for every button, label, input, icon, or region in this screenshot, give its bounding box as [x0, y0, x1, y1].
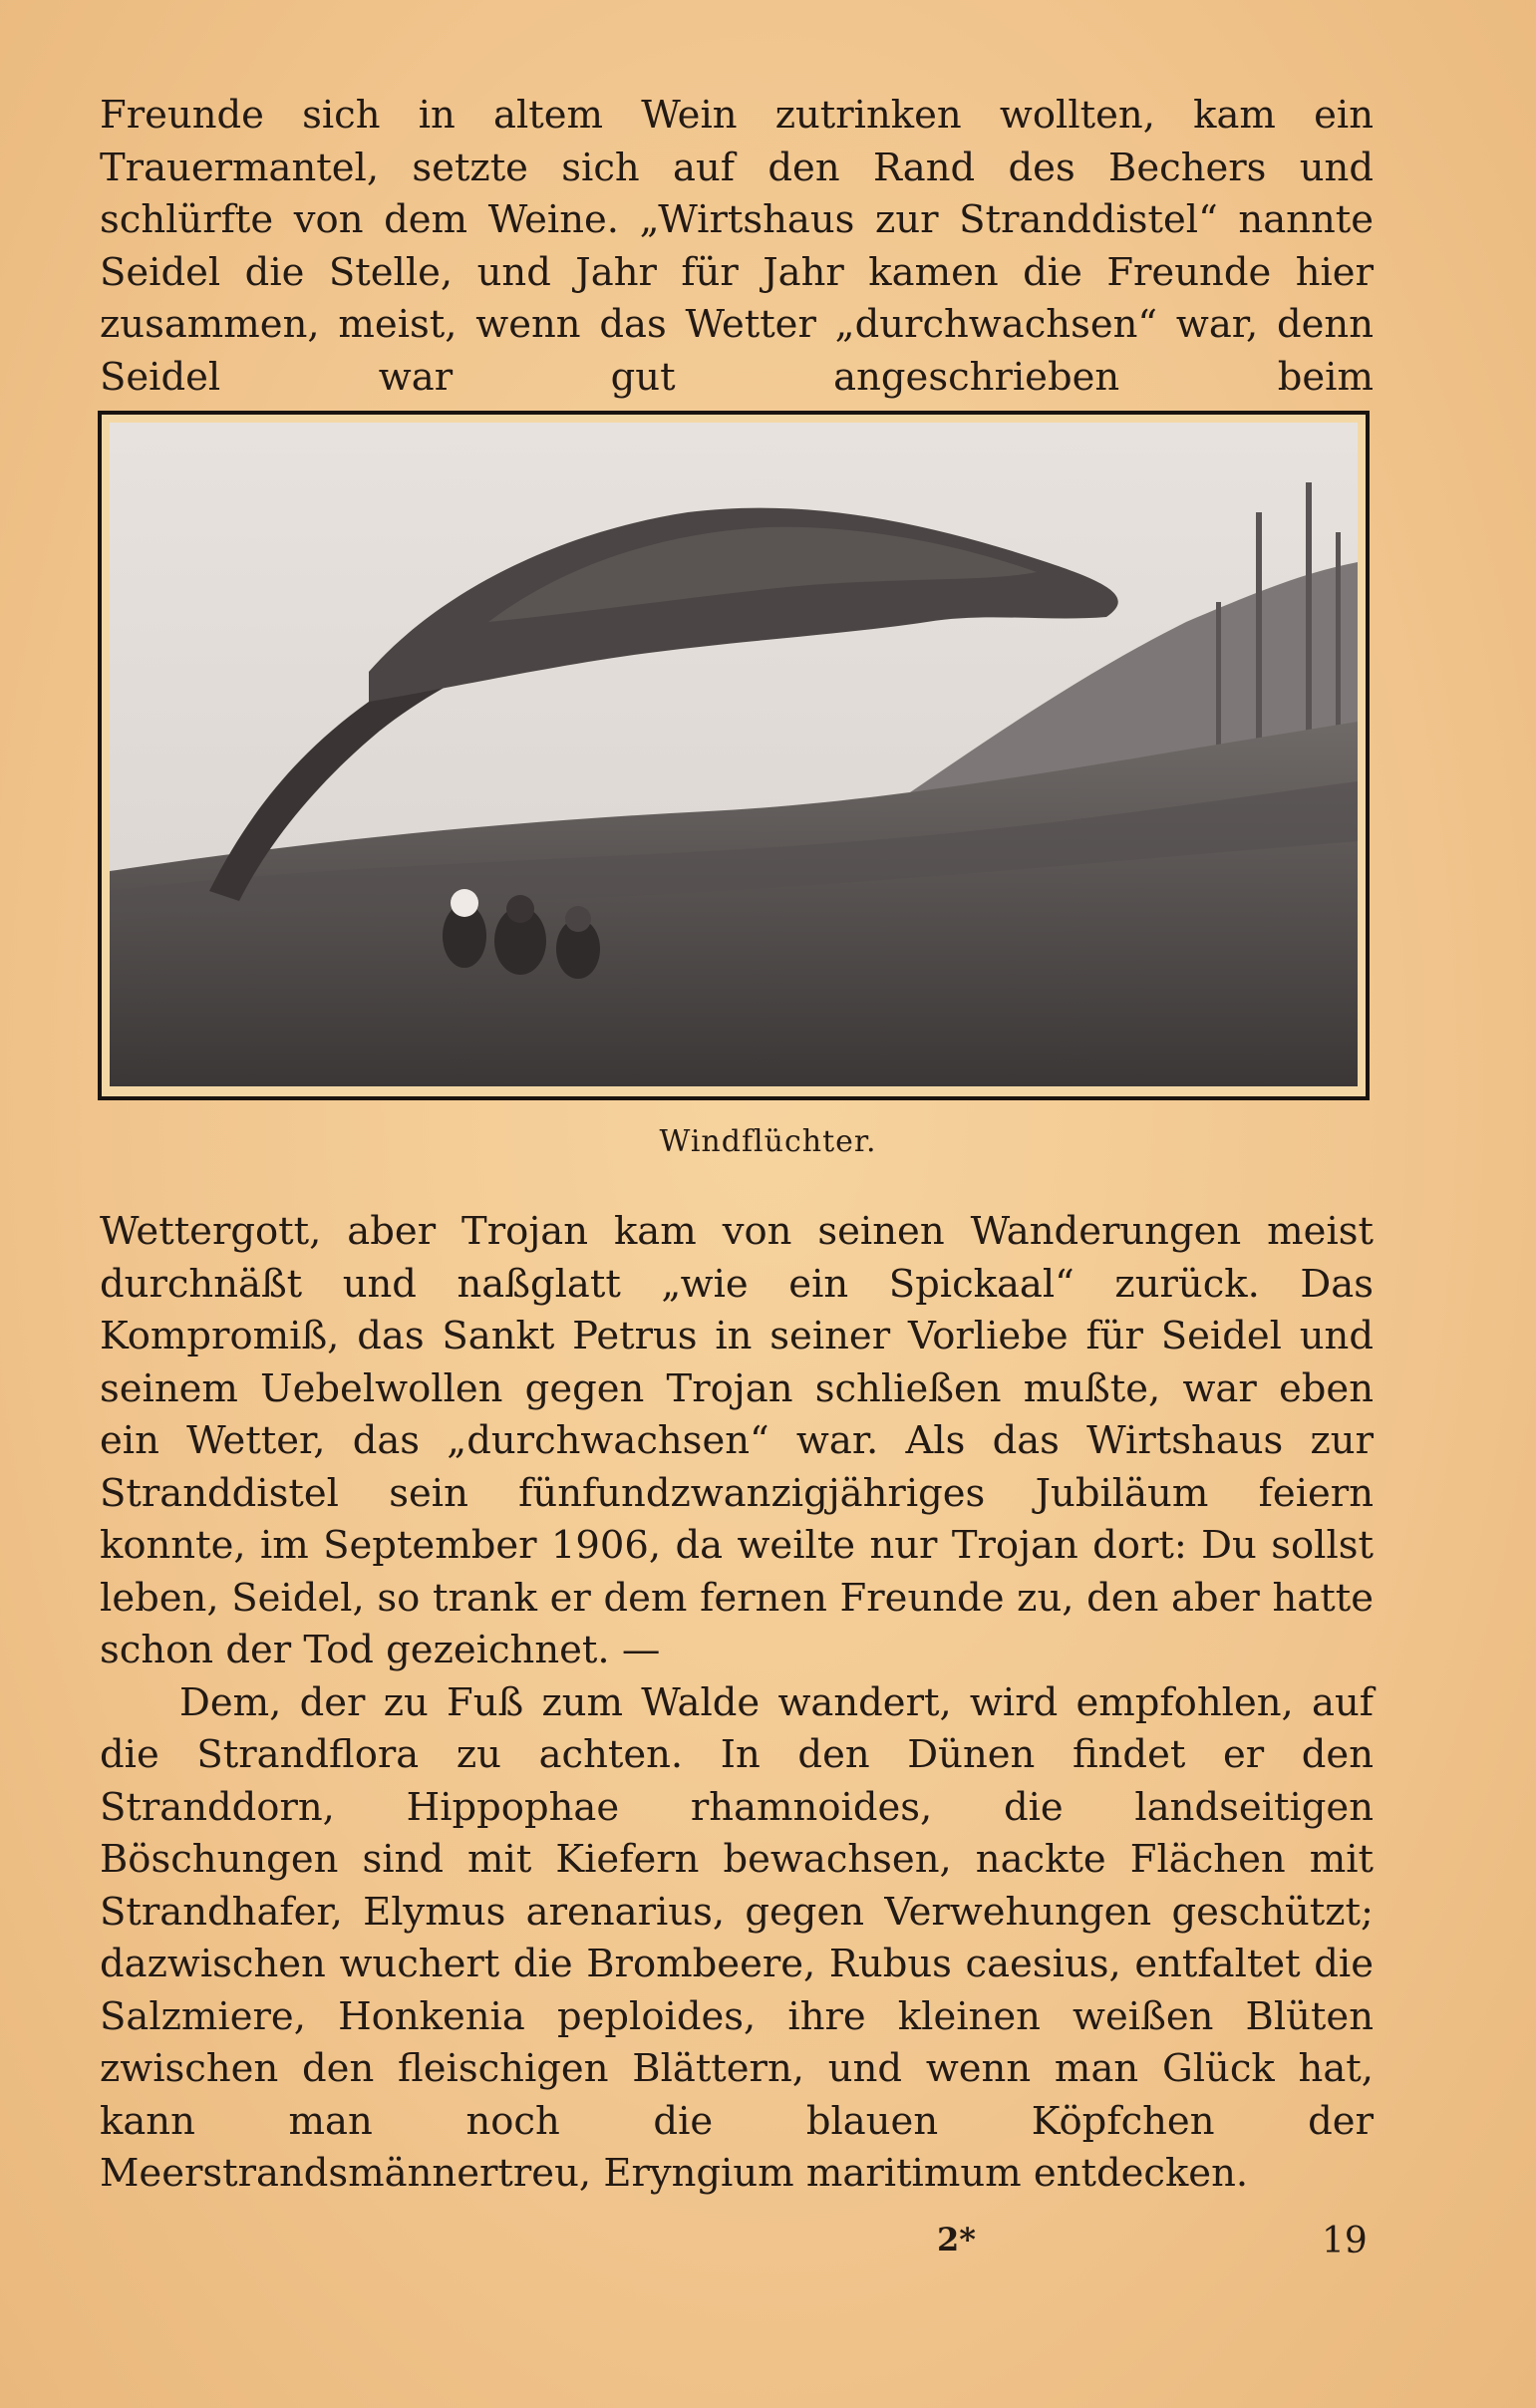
paragraph-body — [100, 1206, 1374, 2201]
paragraph-top: Freunde sich in altem Wein zutrinken wollten, kam ein Trauermantel, setzte sich auf den Rand des Bechers und schlürfte von dem Weine. „Wirtshaus zur Stranddistel“ nannte Seidel die Stelle, und Jahr für Jahr kamen die Freunde hier zusammen, meist, wenn das Wetter „durchwachsen“ war, denn Seidel war gut angeschrieben beim — [100, 93, 1374, 400]
paragraph-body-1: Wettergott, aber Trojan kam von seinen Wanderungen meist durchnäßt und naßglatt „wie ein Spickaal“ zurück. Das Kompromiß, das Sankt Petrus in seiner Vorliebe für Seidel und seinem Uebelwollen gegen Trojan schließen mußte, war eben ein Wetter, das „durchwachsen“ war. Als das Wirtshaus zur Stranddistel sein fünfundzwanzigjähriges Jubiläum feiern konnte, im September 1906, da weilte nur Trojan dort: Du sollst leben, Seidel, so trank er dem fernen Freunde zu, den aber hatte schon der Tod gezeichnet. — — [100, 1209, 1374, 1672]
signature-mark: 2* — [937, 2221, 976, 2258]
photo-caption: Windflüchter. — [659, 1124, 877, 1159]
photo-windswept-tree — [110, 423, 1358, 1086]
page-number: 19 — [1322, 2221, 1368, 2261]
photo-frame — [98, 411, 1370, 1100]
paragraph-body-2: Dem, der zu Fuß zum Walde wandert, wird empfohlen, auf die Strandflora zu achten. In den Dünen findet er den Stranddorn, Hippophae rhamnoides, die landseitigen Böschungen sind mit Kiefern bewachsen, nackte Flächen mit Strandhafer, Elymus arenarius, gegen Verwehungen geschützt; dazwischen wuchert die Brombeere, Rubus caesius, entfaltet die Salzmiere, Honkenia peploides, ihre kleinen weißen Blüten zwischen den fleischigen Blättern, und wenn man Glück hat, kann man noch die blauen Köpfchen der Meerstrandsmännertreu, Eryngium maritimum entdecken. — [100, 1679, 1374, 2196]
